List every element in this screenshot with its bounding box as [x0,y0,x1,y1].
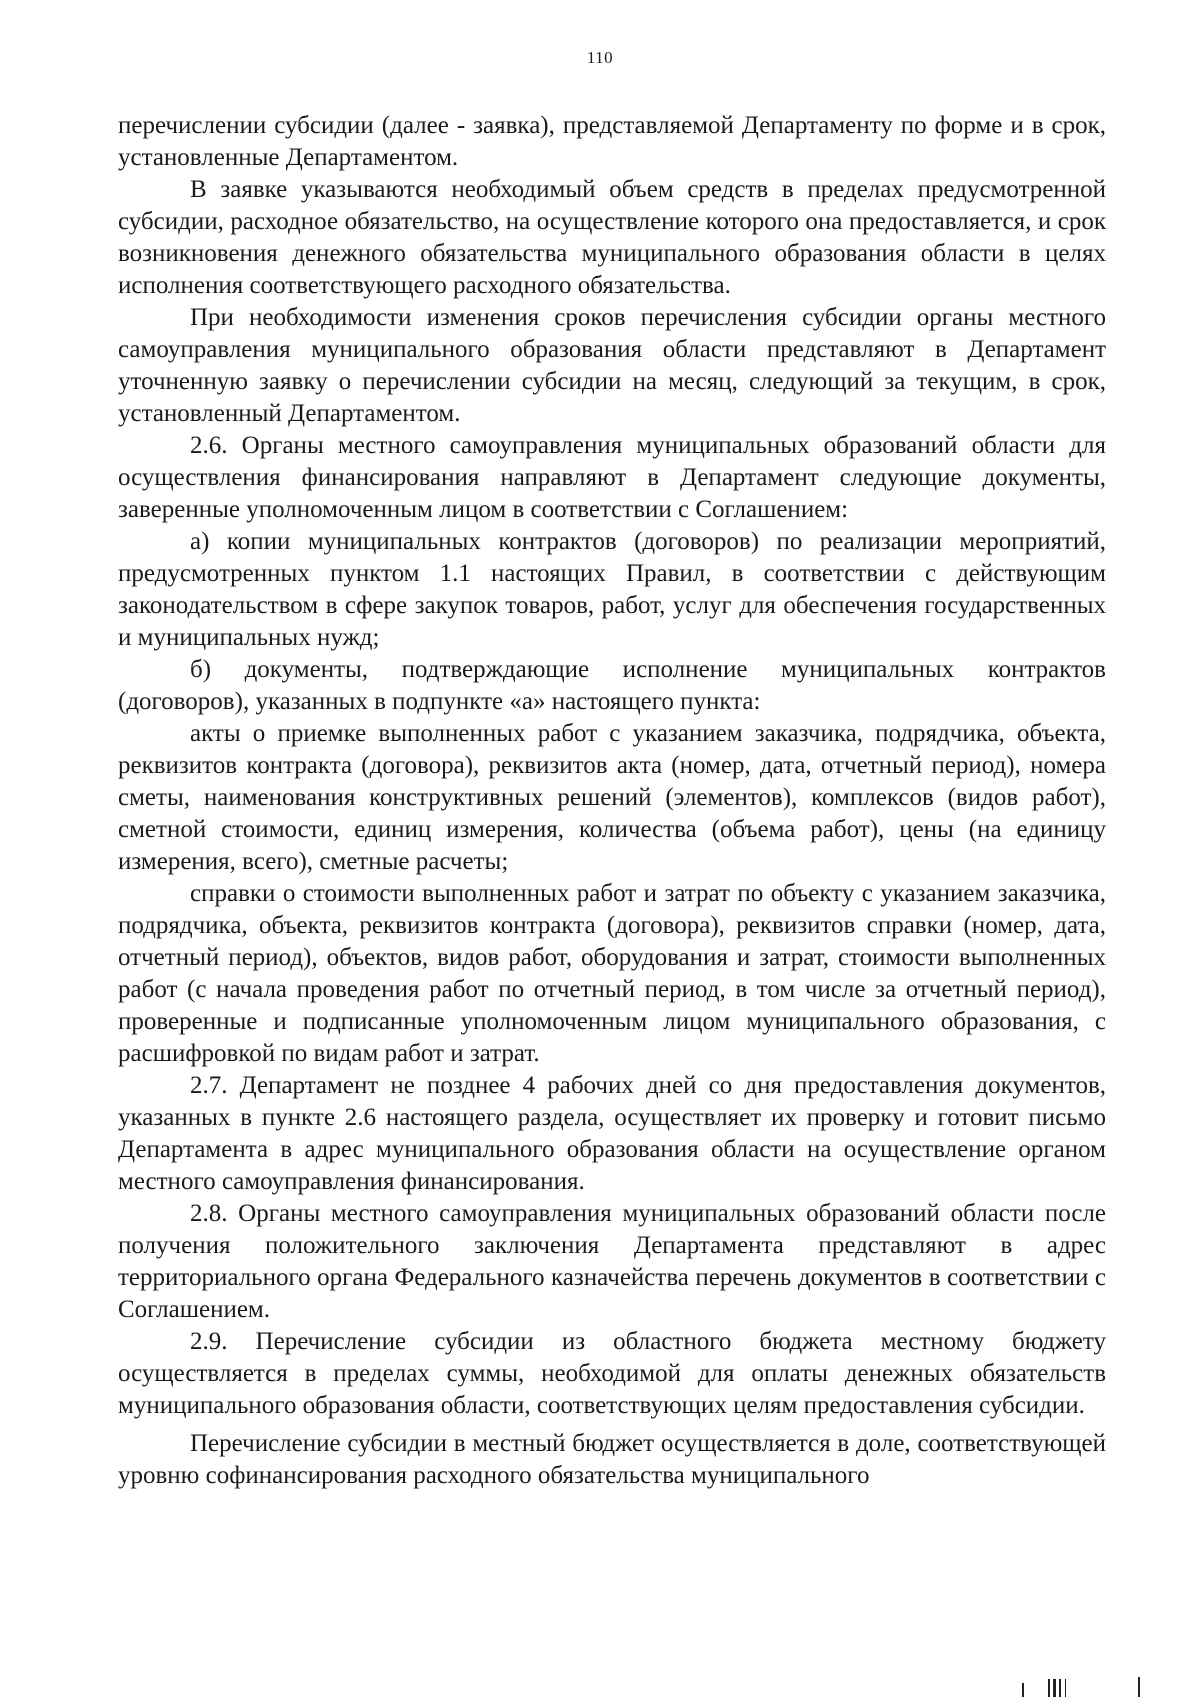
page-number: 110 [586,48,614,67]
paragraph-2-6: 2.6. Органы местного самоуправления муниципальных образований области для осуществления финансирования направляют в Департамент следующие документы, заверенные уполномоченным лицом в соответствии с Соглашением: [118,432,1106,523]
paragraph-2-7: 2.7. Департамент не позднее 4 рабочих дней со дня предоставления документов, указанных в пункте 2.6 настоящего раздела, осуществляет их проверку и готовит письмо Департамента в адрес муниципального образования области на осуществление органом местного самоуправления финансирования. [118,1072,1106,1195]
paragraph-2-9: 2.9. Перечисление субсидии из областного бюджета местному бюджету осуществляется в пределах суммы, необходимой для оплаты денежных обязательств муниципального образования области, соответствующих целям предоставления субсидии. [118,1328,1106,1419]
paragraph-change-of-terms: При необходимости изменения сроков перечисления субсидии органы местного самоуправления муниципального образования области представляют в Департамент уточненную заявку о перечислении субсидии на месяц, следующий за текущим, в срок, установленный Департаментом. [118,304,1106,427]
scan-artifact-marks [1020,1675,1180,1697]
paragraph-subsidy-share: Перечисление субсидии в местный бюджет осуществляется в доле, соответствующей уровню софинансирования расходного обязательства муниципального [118,1430,1106,1489]
paragraph-cost-certificates: справки о стоимости выполненных работ и затрат по объекту с указанием заказчика, подрядчика, объекта, реквизитов контракта (договора), реквизитов справки (номер, дата, отчетный период), объектов, видов работ, оборудования и затрат, стоимости выполненных работ (с начала проведения работ по отчетный период, в том числе за отчетный период), проверенные и подписанные уполномоченным лицом муниципального образования, с расшифровкой по видам работ и затрат. [118,880,1106,1067]
paragraph-2-8: 2.8. Органы местного самоуправления муниципальных образований области после получения положительного заключения Департамента представляют в адрес территориального органа Федерального казначейства перечень документов в соответствии с Соглашением. [118,1200,1106,1323]
paragraph-2-6-b: б) документы, подтверждающие исполнение муниципальных контрактов (договоров), указанных в подпункте «а» настоящего пункта: [118,656,1106,715]
paragraph-acceptance-acts: акты о приемке выполненных работ с указанием заказчика, подрядчика, объекта, реквизитов контракта (договора), реквизитов акта (номер, дата, отчетный период), номера сметы, наименования конструктивных решений (элементов), комплексов (видов работ), сметной стоимости, единиц измерения, количества (объема работ), цены (на единицу измерения, всего), сметные расчеты; [118,720,1106,875]
paragraph-continuation: перечислении субсидии (далее - заявка), представляемой Департаменту по форме и в срок, установленные Департаментом. [118,112,1106,171]
document-body [118,110,1106,1492]
paragraph-2-6-a: а) копии муниципальных контрактов (договоров) по реализации мероприятий, предусмотренных пунктом 1.1 настоящих Правил, в соответствии с действующим законодательством в сфере закупок товаров, работ, услуг для обеспечения государственных и муниципальных нужд; [118,528,1106,651]
paragraph-application-contents: В заявке указываются необходимый объем средств в пределах предусмотренной субсидии, расходное обязательство, на осуществление которого она предоставляется, и срок возникновения денежного обязательства муниципального образования области в целях исполнения соответствующего расходного обязательства. [118,176,1106,299]
